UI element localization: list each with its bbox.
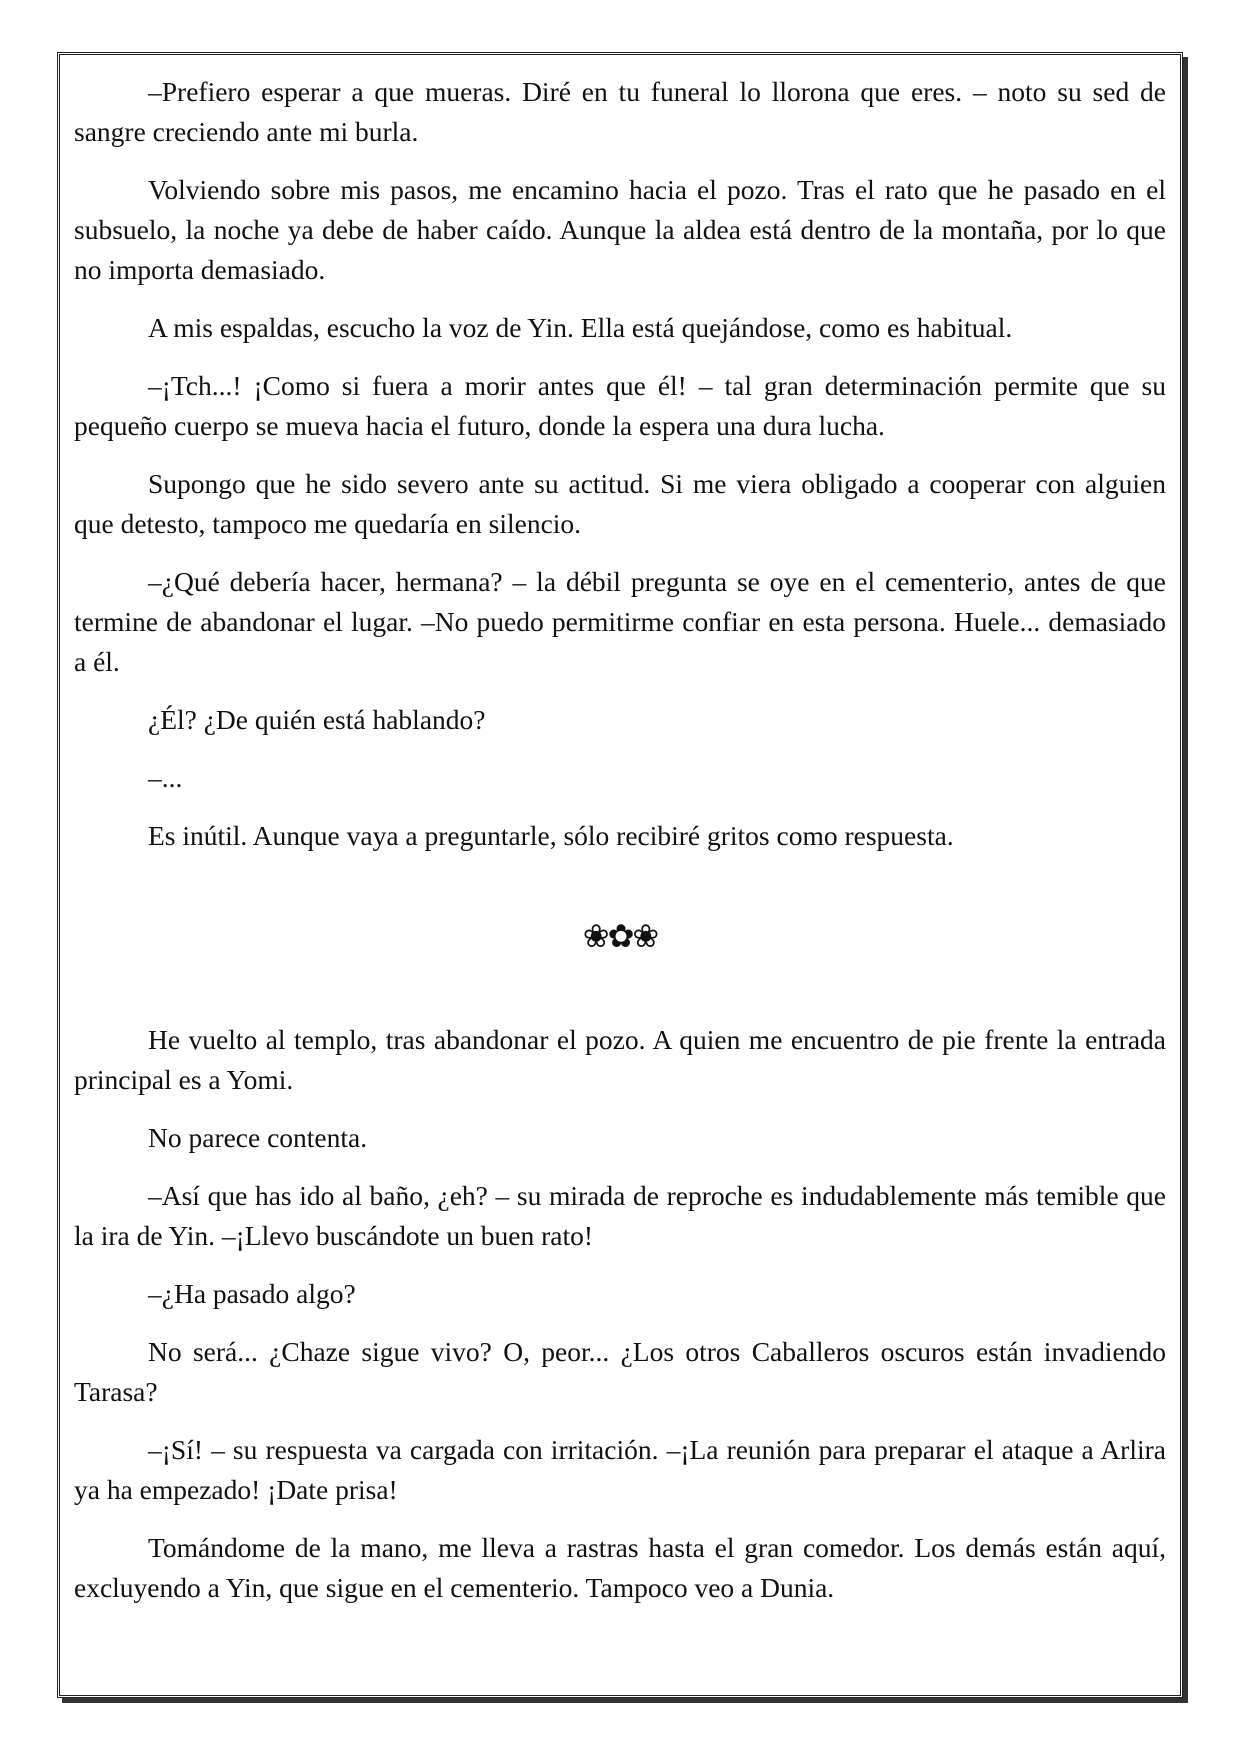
paragraph: Es inútil. Aunque vaya a preguntarle, sólo recibiré gritos como respuesta. xyxy=(148,820,954,851)
paragraph: Supongo que he sido severo ante su actitud. Si me viera obligado a cooperar con alguien que detesto, tampoco me quedaría en silencio. xyxy=(74,468,1166,539)
paragraph: He vuelto al templo, tras abandonar el pozo. A quien me encuentro de pie frente la entrada principal es a Yomi. xyxy=(74,1024,1166,1095)
paragraph: –¡Sí! – su respuesta va cargada con irritación. –¡La reunión para preparar el ataque a Arlira ya ha empezado! ¡Date prisa! xyxy=(74,1434,1166,1505)
paragraph: No será... ¿Chaze sigue vivo? O, peor... ¿Los otros Caballeros oscuros están invadiendo Tarasa? xyxy=(74,1336,1166,1407)
paragraph: No parece contenta. xyxy=(148,1122,368,1153)
scene-break-ornament: ❀✿❀ xyxy=(582,918,658,954)
paragraph: Tomándome de la mano, me lleva a rastras hasta el gran comedor. Los demás están aquí, excluyendo a Yin, que sigue en el cementerio. Tampoco veo a Dunia. xyxy=(74,1532,1166,1603)
paragraph: –Prefiero esperar a que mueras. Diré en tu funeral lo llorona que eres. – noto su sed de sangre creciendo ante mi burla. xyxy=(74,76,1166,147)
paragraph: –Así que has ido al baño, ¿eh? – su mirada de reproche es indudablemente más temible que la ira de Yin. –¡Llevo buscándote un buen rato! xyxy=(74,1180,1166,1251)
paragraph: A mis espaldas, escucho la voz de Yin. Ella está quejándose, como es habitual. xyxy=(148,312,1013,343)
paragraph: –... xyxy=(148,762,183,793)
paragraph: –¿Qué debería hacer, hermana? – la débil pregunta se oye en el cementerio, antes de que termine de abandonar el lugar. –No puedo permitirme confiar en esta persona. Huele... demasiado a él. xyxy=(74,566,1166,677)
paragraph: Volviendo sobre mis pasos, me encamino hacia el pozo. Tras el rato que he pasado en el subsuelo, la noche ya debe de haber caído. Aunque la aldea está dentro de la montaña, por lo que no importa demasiado. xyxy=(74,174,1166,285)
paragraph: ¿Él? ¿De quién está hablando? xyxy=(148,704,486,735)
paragraph: –¡Tch...! ¡Como si fuera a morir antes que él! – tal gran determinación permite que su pequeño cuerpo se mueva hacia el futuro, donde la espera una dura lucha. xyxy=(74,370,1166,441)
paragraph: –¿Ha pasado algo? xyxy=(148,1278,356,1309)
document-body xyxy=(74,72,1166,1626)
